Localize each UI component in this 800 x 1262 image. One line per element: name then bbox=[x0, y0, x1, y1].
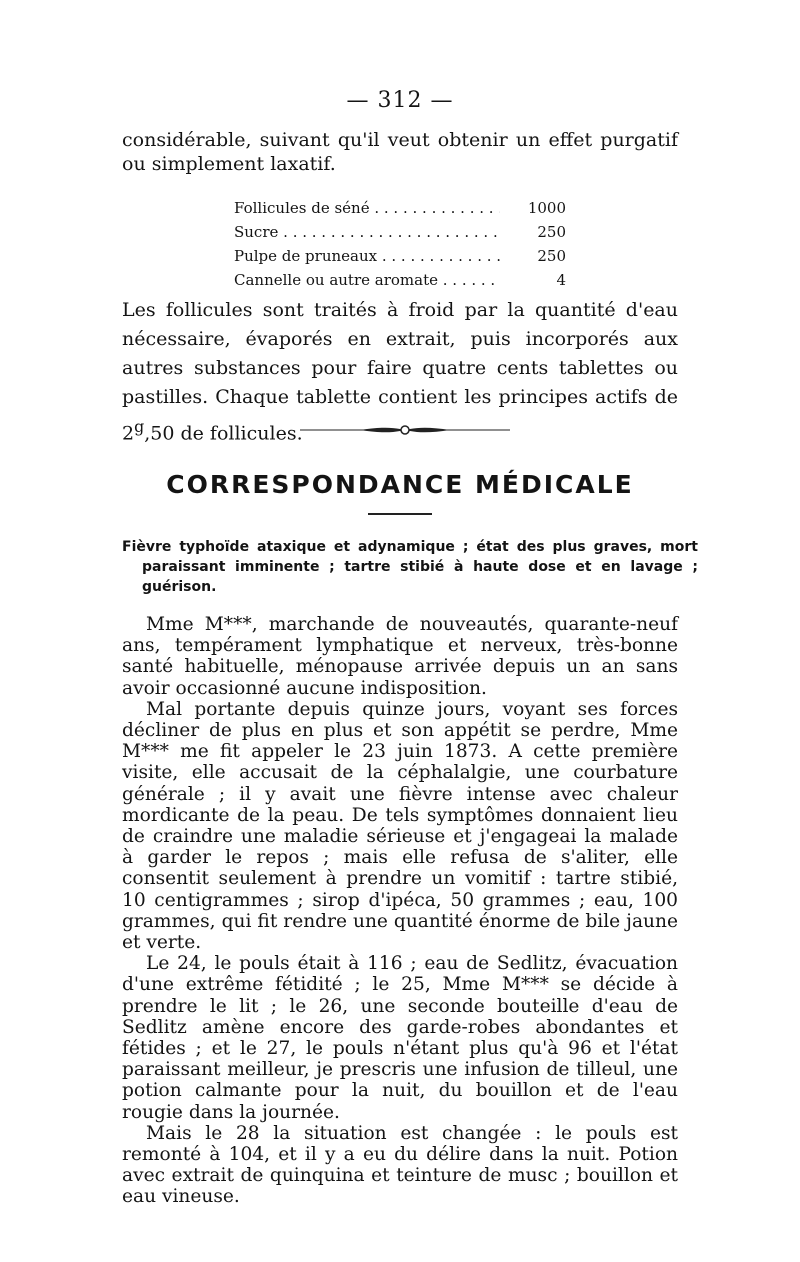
case-body bbox=[122, 614, 678, 1208]
recipe-ingredient: Follicules de séné . . . bbox=[234, 196, 500, 220]
preparation-text-end: ,50 de follicules. bbox=[144, 422, 303, 445]
ornament-divider-icon bbox=[300, 424, 510, 436]
body-paragraph: Mais le 28 la situation est changée : le pouls est remonté à 104, et il y a eu du délire dans la nuit. Potion avec extrait de quinquina et teinture de musc ; bouillon et eau vineuse. bbox=[122, 1122, 678, 1208]
recipe-row bbox=[234, 244, 566, 268]
recipe-ingredient: Cannelle ou autre aromate . . . bbox=[234, 268, 500, 292]
recipe-row bbox=[234, 196, 566, 220]
recipe-table bbox=[234, 196, 566, 292]
preparation-text: Les follicules sont traités à froid par la quantité d'eau nécessaire, évaporés en extrait, puis incorporés aux autres substances pour faire quatre cents tablettes ou pastilles. Chaque tablette contient les principes actifs de 2 bbox=[122, 299, 678, 445]
intro-paragraph: considérable, suivant qu'il veut obtenir un effet purgatif ou simplement laxatif. bbox=[122, 129, 678, 175]
case-heading: Fièvre typhoïde ataxique et adynamique ; état des plus graves, mort paraissant imminente ; tartre stibié à haute dose et en lavage ; guérison. bbox=[122, 539, 698, 595]
recipe-quantity: 250 bbox=[537, 247, 566, 265]
recipe-quantity: 250 bbox=[537, 223, 566, 241]
recipe-quantity: 4 bbox=[556, 271, 566, 289]
unit-superscript: g bbox=[134, 417, 145, 436]
recipe-quantity: 1000 bbox=[527, 199, 566, 217]
section-title: CORRESPONDANCE MÉDICALE bbox=[166, 470, 634, 499]
body-paragraph: Le 24, le pouls était à 116 ; eau de Sedlitz, évacuation d'une extrême fétidité ; le 25, Mme M*** se décide à prendre le lit ; le 26, une seconde bouteille d'eau de Sedlitz amène encore des garde-robes abondantes et fétides ; et le 27, le pouls n'étant plus qu'à 96 et l'état paraissant meilleur, je prescris une infusion de tilleul, une potion calmante pour la nuit, du bouillon et de l'eau rougie dans la journée. bbox=[122, 953, 678, 1123]
title-rule bbox=[368, 513, 432, 515]
recipe-row bbox=[234, 268, 566, 292]
body-paragraph: Mal portante depuis quinze jours, voyant ses forces décliner de plus en plus et son appétit se perdre, Mme M*** me fit appeler le 23 juin 1873. A cette première visite, elle accusait de la céphalalgie, une courbature générale ; il y avait une fièvre intense avec chaleur mordicante de la peau. De tels symptômes donnaient lieu de craindre une maladie sérieuse et j'engageai la malade à garder le repos ; mais elle refusa de s'aliter, elle consentit seulement à prendre un vomitif : tartre stibié, 10 centigrammes ; sirop d'ipéca, 50 grammes ; eau, 100 grammes, qui fit rendre une quantité énorme de bile jaune et verte. bbox=[122, 698, 678, 954]
recipe-ingredient: Pulpe de pruneaux . . . bbox=[234, 244, 500, 268]
recipe-row bbox=[234, 220, 566, 244]
body-paragraph: Mme M***, marchande de nouveautés, quarante-neuf ans, tempérament lymphatique et nerveux, très-bonne santé habituelle, ménopause arrivée depuis un an sans avoir occasionné aucune indisposition. bbox=[122, 614, 678, 699]
page-number: — 312 — bbox=[346, 88, 454, 113]
recipe-ingredient: Sucre . . . bbox=[234, 220, 500, 244]
